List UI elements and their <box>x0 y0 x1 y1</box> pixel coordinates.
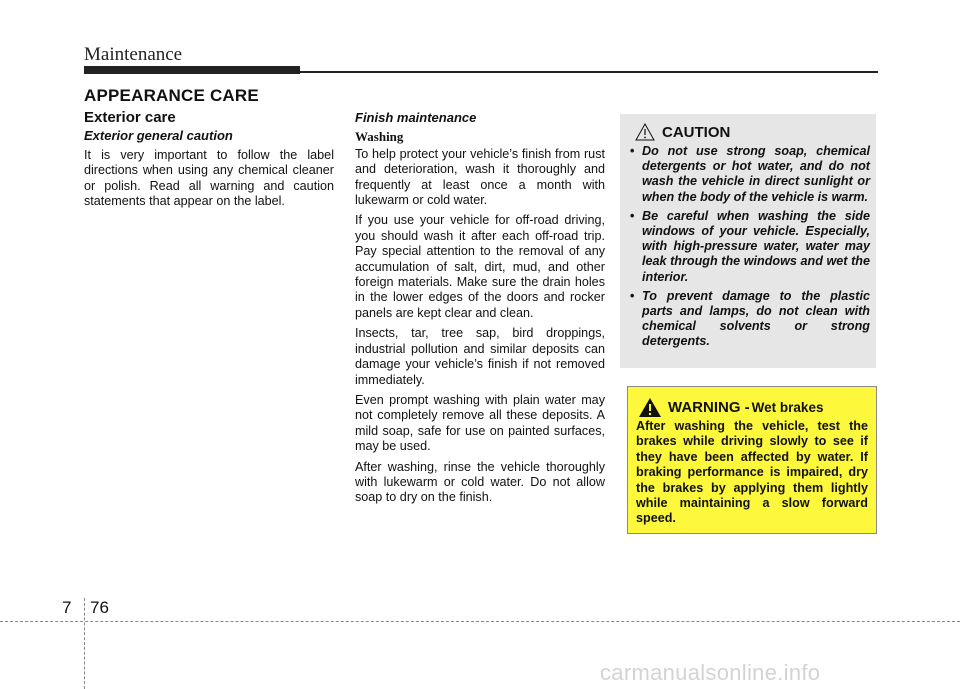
footer-divider <box>84 598 85 689</box>
exterior-caution-paragraph: It is very important to follow the label directions when using any chemical cleaner or polish. Read all warning and caution statements that appear on the label. <box>84 147 334 209</box>
page-number: 76 <box>90 598 109 617</box>
header-bar <box>84 66 300 74</box>
exterior-care-heading: Exterior care <box>84 109 176 126</box>
washing-paragraph: After washing, rinse the vehicle thoroughly with lukewarm or cold water. Do not allow soap to dry on the finish. <box>355 459 605 505</box>
warning-triangle-outline-icon <box>634 122 656 142</box>
watermark: carmanualsonline.info <box>600 660 821 685</box>
warning-text: After washing the vehicle, test the brakes while driving slowly to see if they have been affected by water. If braking performance is impaired, dry the brakes by applying them lightly while maintaining a slow forward speed. <box>636 419 868 526</box>
caution-list <box>630 144 870 354</box>
washing-paragraph: Even prompt washing with plain water may not completely remove all these deposits. A mild soap, safe for use on painted surfaces, may be used. <box>355 392 605 454</box>
washing-paragraph: If you use your vehicle for off-road driving, you should wash it after each off-road trip. Pay special attention to the removal of any accumulation of salt, dirt, mud, and other foreign materials. Make sure the drain holes in the lower edges of the doors and rocker panels are kept clear and clean. <box>355 213 605 320</box>
bullet: • <box>630 288 635 303</box>
middle-column <box>355 110 605 511</box>
warning-header <box>638 395 823 419</box>
warning-triangle-filled-icon <box>638 397 662 418</box>
finish-maintenance-heading: Finish maintenance <box>355 110 477 125</box>
bullet: • <box>630 208 635 223</box>
chapter-number: 7 <box>62 598 72 617</box>
caution-header <box>634 122 730 142</box>
footer-rule <box>0 621 960 622</box>
caution-box <box>620 114 876 368</box>
caution-item: • Be careful when washing the side windows of your vehicle. Especially, with high-pressure water, water may leak through the windows and wet the interior. <box>630 208 870 284</box>
warning-subtitle: Wet brakes <box>751 399 824 415</box>
washing-subheading: Washing <box>355 129 404 145</box>
washing-paragraph: To help protect your vehicle’s finish from rust and deterioration, wash it thoroughly and frequently at least once a month with lukewarm or cold water. <box>355 146 605 208</box>
bullet: • <box>630 144 635 158</box>
exterior-caution-subheading: Exterior general caution <box>84 128 233 144</box>
caution-item: • To prevent damage to the plastic parts and lamps, do not clean with chemical solvents or strong detergents. <box>630 288 870 349</box>
left-column <box>84 110 334 214</box>
caution-item: • Do not use strong soap, chemical detergents or hot water, and do not wash the vehicle in direct sunlight or when the body of the vehicle is warm. <box>630 144 870 204</box>
warning-title: WARNING - <box>668 398 750 416</box>
header-title: Maintenance <box>84 44 183 65</box>
washing-paragraph: Insects, tar, tree sap, bird droppings, industrial pollution and similar deposits can damage your vehicle’s finish if not removed immediately. <box>355 326 605 387</box>
header-rule <box>300 71 878 73</box>
section-title: APPEARANCE CARE <box>84 86 259 105</box>
warning-box <box>627 386 877 534</box>
caution-title: CAUTION <box>662 123 731 141</box>
